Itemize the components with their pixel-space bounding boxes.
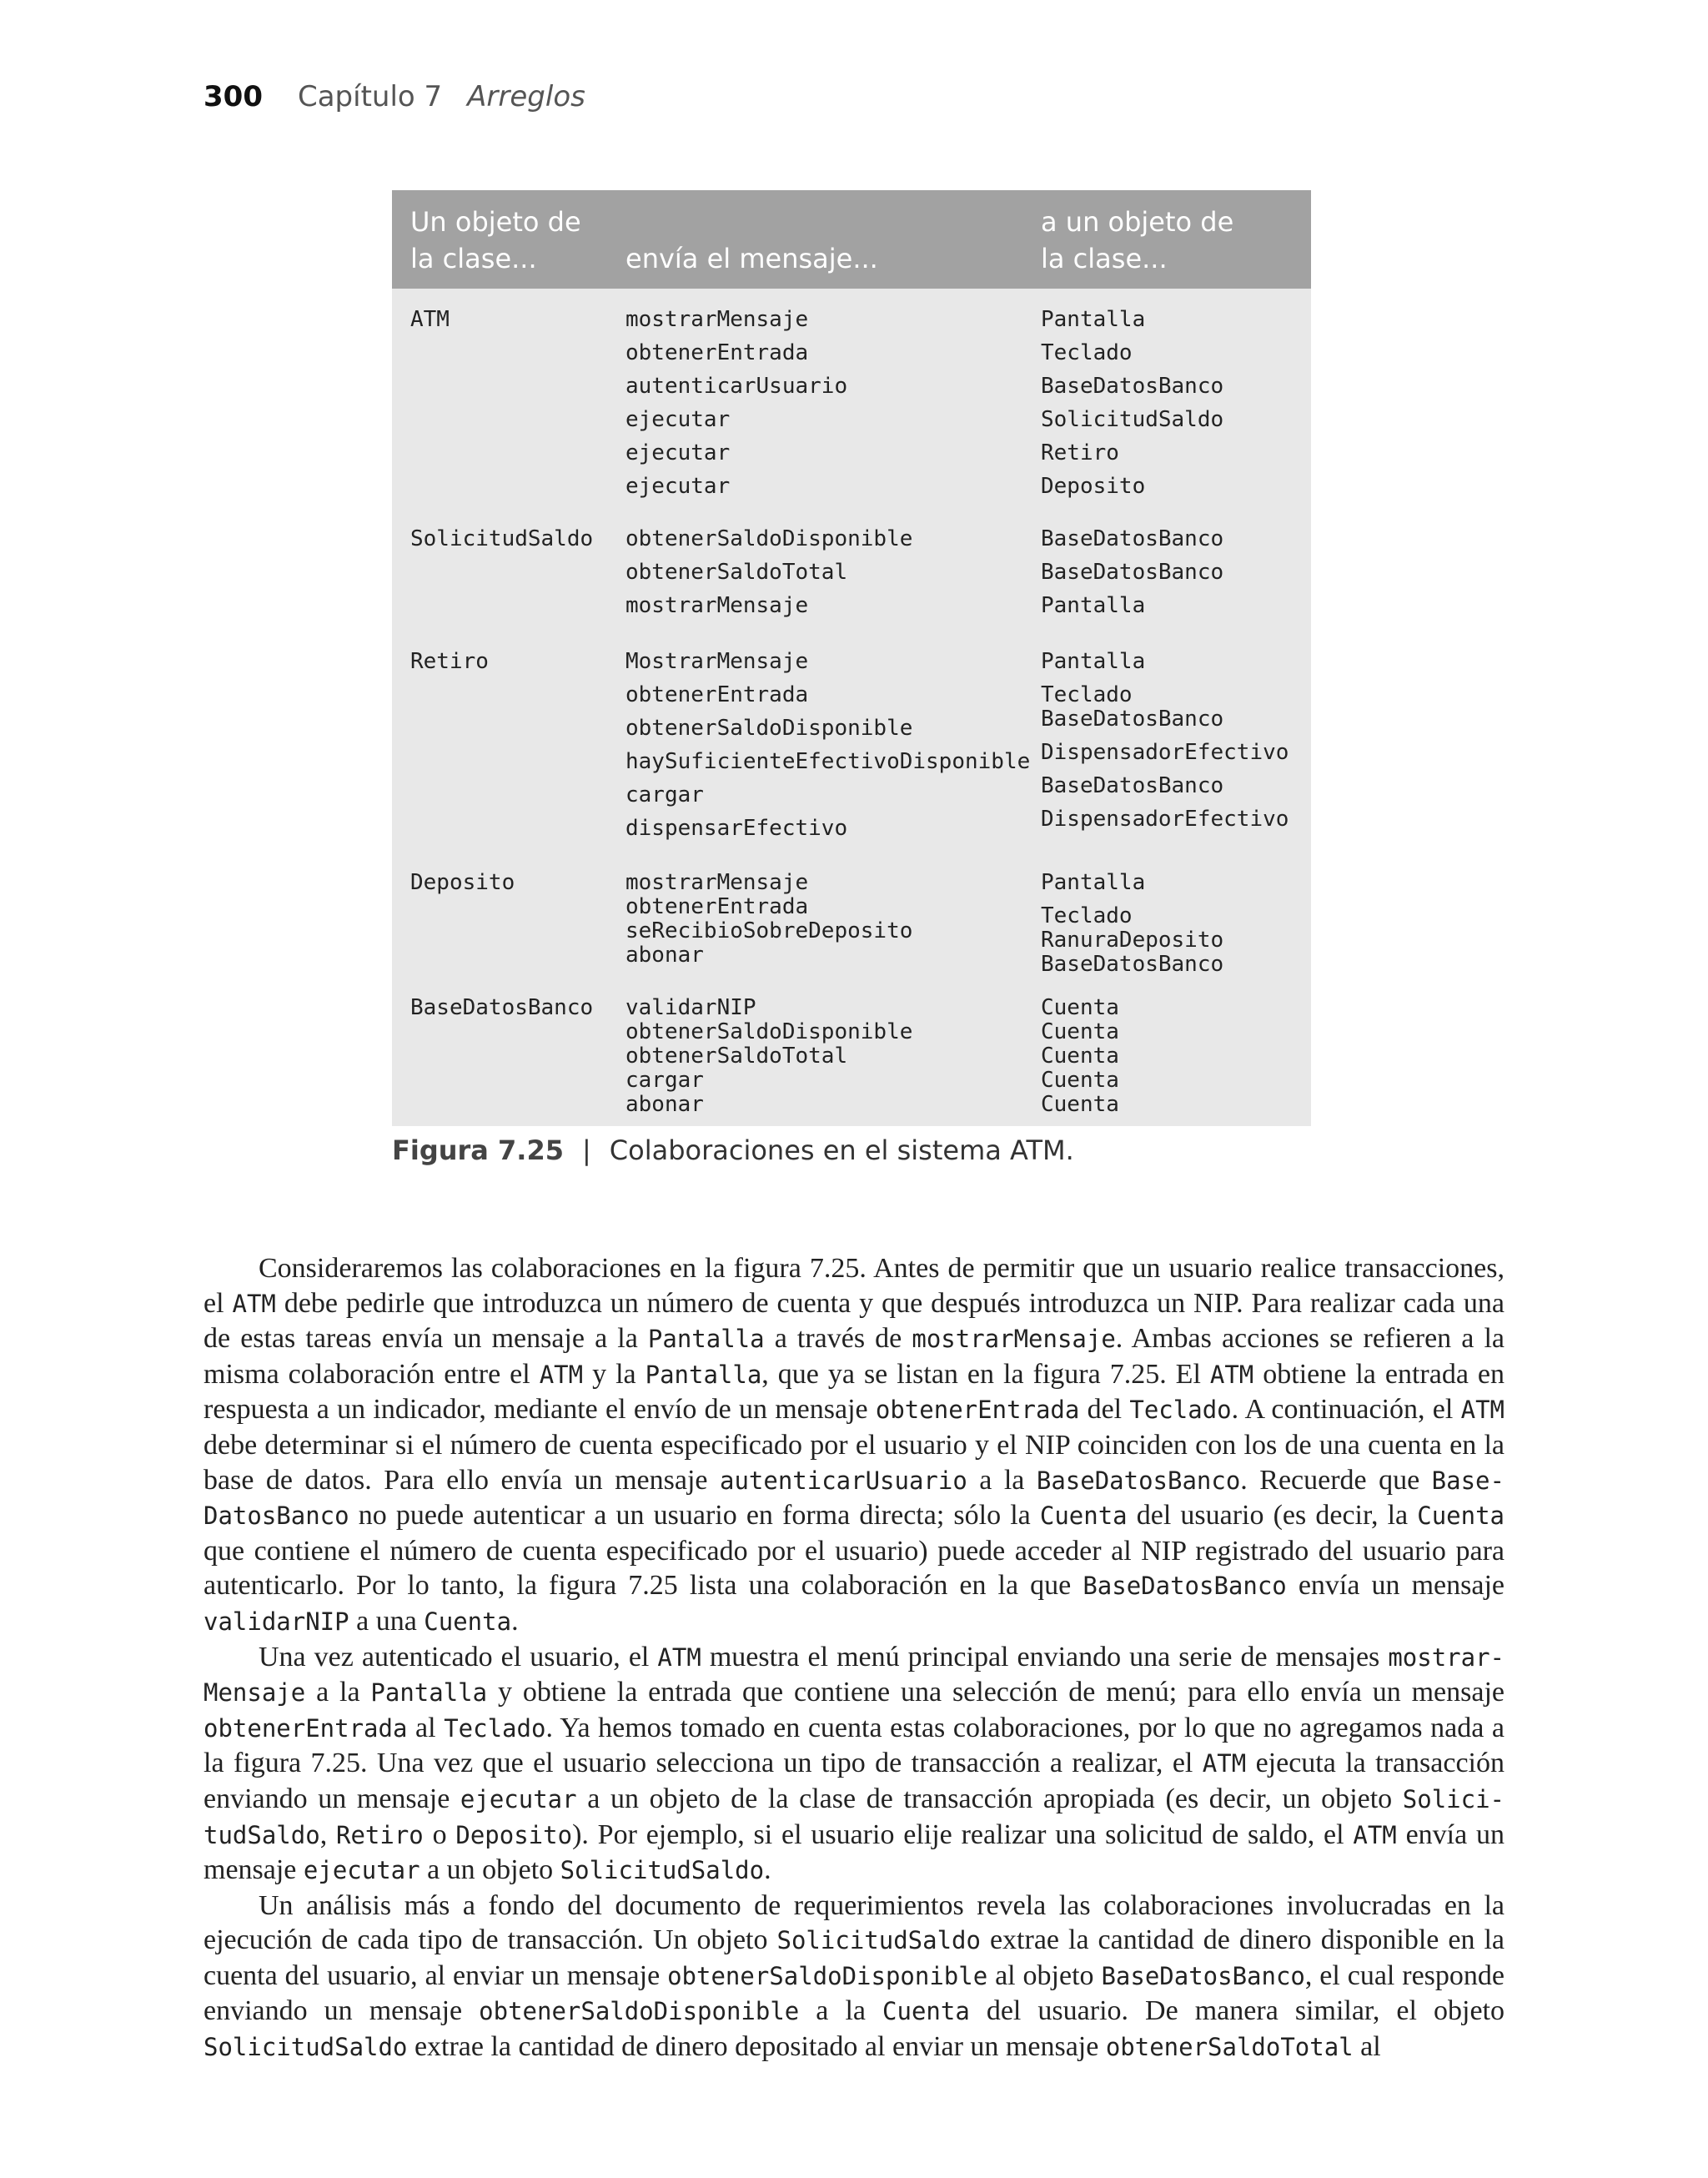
table-cell-message: mostrarMensaje: [625, 870, 809, 895]
code-term: ATM: [657, 1642, 701, 1672]
text-run: a un objeto de la clase de transacción apropiada (es decir, un objeto: [576, 1783, 1403, 1814]
code-term: mostrar-Mensaje: [203, 1642, 1505, 1708]
text-run: muestra el menú principal enviando una serie de mensajes: [701, 1641, 1389, 1672]
text-run: a una: [349, 1605, 424, 1637]
text-run: envía un mensaje: [1286, 1570, 1505, 1602]
code-term: Cuenta: [882, 1997, 970, 2026]
table-cell-class: BaseDatosBanco: [410, 995, 594, 1020]
table-cell-target: Teclado: [1041, 903, 1133, 928]
text-run: y la: [583, 1358, 646, 1390]
text-run: Un análisis más a fondo del documento de requerimientos revela las colaboraciones involucradas en la ejecución de cada tipo de transacción. Un objeto: [203, 1889, 1505, 1956]
code-term: Cuenta: [1039, 1501, 1128, 1531]
text-run: ). Por ejemplo, si el usuario elije realizar una solicitud de saldo, el: [572, 1818, 1354, 1850]
text-run: . Recuerde que: [1240, 1464, 1432, 1496]
table-cell-target: Pantalla: [1041, 870, 1146, 895]
text-run: . Ya hemos tomado en cuenta estas colaboraciones, por lo que no agregamos nada a la figura 7.25. Una vez que el usuario selecciona un tipo de transacción a realizar, el: [203, 1712, 1505, 1779]
chapter-title: Arreglos: [467, 80, 585, 113]
page-number: 300: [203, 80, 263, 113]
code-term: ATM: [1202, 1749, 1247, 1778]
chapter-label: Capítulo 7: [297, 80, 443, 113]
code-term: BaseDatosBanco: [1101, 1961, 1305, 1990]
text-run: . Ambas acciones se refieren a la misma colaboración entre el: [203, 1323, 1505, 1390]
table-cell-message: cargar: [625, 782, 704, 807]
code-term: Pantalla: [370, 1678, 488, 1708]
text-run: a la: [967, 1464, 1037, 1496]
code-term: obtenerEntrada: [203, 1713, 408, 1743]
code-term: BaseDatosBanco: [1083, 1572, 1287, 1601]
table-header: [392, 190, 1311, 289]
table-cell-message: dispensarEfectivo: [625, 816, 848, 841]
code-term: Base-DatosBanco: [203, 1466, 1505, 1531]
text-run: a través de: [764, 1323, 912, 1355]
table-cell-target: Deposito: [1041, 474, 1146, 499]
code-term: ATM: [232, 1289, 276, 1318]
figure-label: Figura 7.25: [392, 1134, 564, 1166]
code-term: ATM: [1209, 1360, 1254, 1389]
text-run: envía un mensaje: [203, 1818, 1505, 1886]
text-run: .: [764, 1854, 771, 1886]
table-cell-target: Cuenta: [1041, 1044, 1119, 1069]
code-term: Cuenta: [424, 1607, 512, 1636]
table-cell-message: obtenerEntrada: [625, 340, 809, 365]
table-cell-class: Deposito: [410, 870, 515, 895]
table-cell-message: ejecutar: [625, 407, 731, 432]
text-run: al: [1353, 2031, 1381, 2063]
col1-header: Un objeto de la clase...: [410, 206, 581, 274]
table-cell-message: ejecutar: [625, 440, 731, 465]
text-run: que contiene el número de cuenta especificado por el usuario) puede acceder al NIP registrado del usuario para autenticarlo. Por lo tanto, la figura 7.25 lista una colaboración en la que: [203, 1535, 1505, 1602]
code-term: validarNIP: [203, 1607, 349, 1636]
table-cell-message: cargar: [625, 1068, 704, 1093]
table-cell-target: BaseDatosBanco: [1041, 773, 1224, 798]
table-cell-message: obtenerSaldoDisponible: [625, 716, 913, 741]
text-run: o: [423, 1818, 456, 1850]
table-cell-target: BaseDatosBanco: [1041, 952, 1224, 977]
code-term: Teclado: [444, 1713, 546, 1743]
text-run: del usuario (es decir, la: [1127, 1500, 1418, 1532]
table-cell-message: obtenerSaldoDisponible: [625, 526, 913, 551]
table-cell-target: RanuraDeposito: [1041, 928, 1224, 953]
caption-text: Colaboraciones en el sistema ATM.: [609, 1134, 1074, 1166]
code-term: BaseDatosBanco: [1036, 1466, 1241, 1495]
table-cell-message: seRecibioSobreDeposito: [625, 918, 913, 943]
text-run: debe pedirle que introduzca un número de cuenta y que después introduzca un NIP. Para realizar cada una de estas tareas envía un mensaje a la: [203, 1287, 1505, 1355]
code-term: Solici-tudSaldo: [203, 1784, 1505, 1849]
code-term: Pantalla: [647, 1325, 765, 1354]
table-cell-class: Retiro: [410, 649, 489, 674]
table-cell-message: abonar: [625, 1092, 704, 1117]
paragraph: [203, 1251, 1505, 1640]
table-cell-target: Cuenta: [1041, 995, 1119, 1020]
code-term: Retiro: [336, 1820, 424, 1849]
code-term: obtenerSaldoDisponible: [479, 1997, 800, 2026]
text-run: y obtiene la entrada que contiene una selección de menú; para ello envía un mensaje: [487, 1677, 1505, 1708]
text-run: a la: [305, 1677, 371, 1708]
table-cell-message: obtenerSaldoTotal: [625, 1044, 848, 1069]
table-cell-class: SolicitudSaldo: [410, 526, 594, 551]
col3-header: a un objeto de la clase...: [1041, 206, 1234, 274]
text-run: al: [407, 1712, 445, 1743]
code-term: mostrarMensaje: [912, 1325, 1116, 1354]
table-cell-message: ejecutar: [625, 474, 731, 499]
code-term: ATM: [539, 1360, 584, 1389]
table-cell-target: Pantalla: [1041, 593, 1146, 618]
table-cell-target: SolicitudSaldo: [1041, 407, 1224, 432]
code-term: Teclado: [1129, 1396, 1232, 1425]
text-run: Una vez autenticado el usuario, el: [259, 1641, 658, 1672]
table-cell-target: Teclado: [1041, 340, 1133, 365]
text-run: del: [1079, 1394, 1130, 1426]
caption-separator: |: [581, 1134, 591, 1166]
table-cell-message: haySuficienteEfectivoDisponible: [625, 749, 1031, 774]
code-term: SolicitudSaldo: [776, 1926, 981, 1955]
text-run: . A continuación, el: [1231, 1394, 1461, 1426]
text-run: extrae la cantidad de dinero depositado al enviar un mensaje: [407, 2031, 1106, 2063]
table-cell-message: MostrarMensaje: [625, 649, 809, 674]
table-cell-target: Cuenta: [1041, 1068, 1119, 1093]
text-run: .: [511, 1605, 519, 1637]
table-cell-target: BaseDatosBanco: [1041, 374, 1224, 399]
code-term: Pantalla: [645, 1360, 762, 1389]
table-cell-target: BaseDatosBanco: [1041, 526, 1224, 551]
text-run: ejecuta la transacción enviando un mensaje: [203, 1748, 1505, 1814]
table-cell-message: mostrarMensaje: [625, 307, 809, 332]
paragraph: [203, 1889, 1505, 2065]
code-term: obtenerSaldoTotal: [1105, 2033, 1354, 2062]
figure-caption: [392, 1134, 1074, 1166]
code-term: ATM: [1460, 1396, 1505, 1425]
table-cell-class: ATM: [410, 307, 450, 332]
table-cell-target: BaseDatosBanco: [1041, 560, 1224, 585]
text-run: obtiene la entrada en respuesta a un indicador, mediante el envío de un mensaje: [203, 1358, 1505, 1426]
table-cell-message: validarNIP: [625, 995, 756, 1020]
text-run: ,: [319, 1818, 336, 1850]
page-header: [203, 80, 585, 113]
table-cell-target: Retiro: [1041, 440, 1119, 465]
table-cell-message: mostrarMensaje: [625, 593, 809, 618]
table-cell-message: obtenerEntrada: [625, 682, 809, 707]
table-cell-target: Cuenta: [1041, 1019, 1119, 1044]
paragraph: [203, 1640, 1505, 1889]
code-term: Cuenta: [1417, 1501, 1505, 1531]
table-cell-message: obtenerSaldoDisponible: [625, 1019, 913, 1044]
code-term: ATM: [1353, 1820, 1397, 1849]
code-term: autenticarUsuario: [719, 1466, 967, 1495]
text-run: no puede autenticar a un usuario en forma directa; sólo la: [349, 1500, 1040, 1532]
col2-header: envía el mensaje...: [625, 243, 878, 274]
text-run: a la: [799, 1995, 883, 2027]
code-term: ejecutar: [460, 1784, 577, 1813]
code-term: SolicitudSaldo: [203, 2033, 408, 2062]
text-run: debe determinar si el número de cuenta especificado por el usuario y el NIP coinciden con los de una cuenta en la base de datos. Para ello envía un mensaje: [203, 1429, 1505, 1496]
body-text: [203, 1251, 1505, 2065]
table-cell-message: autenticarUsuario: [625, 374, 848, 399]
table-cell-target: DispensadorEfectivo: [1041, 740, 1289, 765]
text-run: , que ya se listan en la figura 7.25. El: [761, 1358, 1210, 1390]
text-run: del usuario. De manera similar, el objeto: [969, 1995, 1505, 2027]
table-cell-target: DispensadorEfectivo: [1041, 807, 1289, 832]
text-run: , el cual responde enviando un mensaje: [203, 1959, 1505, 2027]
table-cell-target: BaseDatosBanco: [1041, 707, 1224, 732]
collaborations-table: [392, 190, 1311, 1126]
table-cell-target: Teclado: [1041, 682, 1133, 707]
text-run: Consideraremos las colaboraciones en la figura 7.25. Antes de permitir que un usuario realice transacciones, el: [203, 1253, 1505, 1319]
table-cell-target: Pantalla: [1041, 649, 1146, 674]
code-term: obtenerSaldoDisponible: [667, 1961, 988, 1990]
text-run: al objeto: [987, 1959, 1102, 1991]
code-term: SolicitudSaldo: [560, 1856, 765, 1885]
text-run: a un objeto: [419, 1854, 560, 1886]
text-run: extrae la cantidad de dinero disponible en la cuenta del usuario, al enviar un mensaje: [203, 1924, 1505, 1991]
code-term: ejecutar: [303, 1856, 420, 1885]
table-cell-target: Cuenta: [1041, 1092, 1119, 1117]
table-cell-target: Pantalla: [1041, 307, 1146, 332]
code-term: Deposito: [455, 1820, 573, 1849]
table-cell-message: abonar: [625, 943, 704, 968]
code-term: obtenerEntrada: [875, 1396, 1080, 1425]
table-cell-message: obtenerSaldoTotal: [625, 560, 848, 585]
table-cell-message: obtenerEntrada: [625, 894, 809, 919]
